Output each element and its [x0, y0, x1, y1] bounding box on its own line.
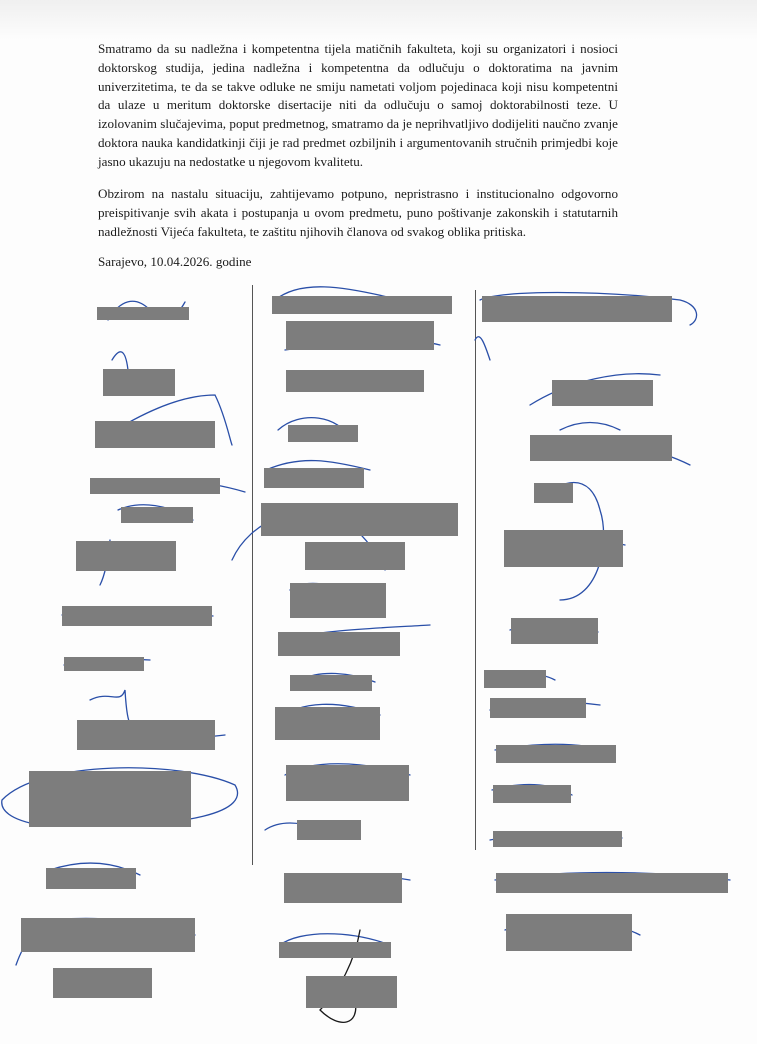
redacted-name	[261, 503, 458, 536]
redacted-name	[297, 820, 361, 840]
redacted-name	[264, 468, 364, 488]
redacted-name	[29, 771, 191, 827]
redacted-name	[286, 321, 434, 350]
redacted-name	[490, 698, 586, 718]
redacted-name	[484, 670, 546, 688]
redacted-name	[496, 745, 616, 763]
redacted-name	[306, 976, 397, 1008]
redacted-name	[496, 873, 728, 893]
redacted-name	[90, 478, 220, 494]
redacted-name	[493, 785, 571, 803]
redacted-name	[506, 914, 632, 951]
redacted-name	[278, 632, 400, 656]
redacted-name	[121, 507, 193, 523]
redacted-name	[288, 425, 358, 442]
redacted-name	[286, 765, 409, 801]
place-and-date: Sarajevo, 10.04.2026. godine	[98, 254, 252, 269]
redacted-name	[275, 707, 380, 740]
redacted-name	[305, 542, 405, 570]
redacted-name	[279, 942, 391, 958]
redacted-name	[53, 968, 152, 998]
redacted-name	[62, 606, 212, 626]
redacted-name	[482, 296, 672, 322]
redacted-name	[284, 873, 402, 903]
redacted-name	[97, 307, 189, 320]
redacted-name	[534, 483, 573, 503]
redacted-name	[103, 369, 175, 396]
redacted-name	[511, 618, 598, 644]
paragraph-demand: Obzirom na nastalu situaciju, zahtijevamo potpuno, nepristrasno i institucionalno odgovorno preispitivanje svih akata i postupanja u ovom predmetu, puno poštivanje zakonskih i statutarnih nadležnosti Vijeća fakulteta, te zaštitu njihovih članova od svakog oblika pritiska.	[98, 186, 618, 239]
paragraph-statement: Smatramo da su nadležna i kompetentna tijela matičnih fakulteta, koji su organizatori i nosioci doktorskog studija, jedina nadležna i kompetentna da odlučuju o doktoratima na javnim univerzitetima, te da se takve odluke ne smiju nametati voljom pojedinaca koji nisu kompetentni da ulaze u meritum doktorske disertacije niti da odlučuju o samoj doktorabilnosti teze. U izolovanim slučajevima, poput predmetnog, smatramo da je neprihvatljivo dodijeliti naučno zvanje doktora nauka kandidatkinji čiji je rad predmet ozbiljnih i argumentovanih stručnih primjedbi koje jasno ukazuju na nedostatke u njegovom kvalitetu.	[98, 41, 618, 169]
redacted-name	[286, 370, 424, 392]
redacted-name	[46, 868, 136, 889]
redacted-name	[95, 421, 215, 448]
redacted-name	[530, 435, 672, 461]
redacted-name	[290, 583, 386, 618]
redacted-name	[493, 831, 622, 847]
redacted-name	[290, 675, 372, 691]
redacted-name	[64, 657, 144, 671]
redacted-name	[21, 918, 195, 952]
redacted-name	[272, 296, 452, 314]
redacted-name	[504, 530, 623, 567]
redacted-name	[76, 541, 176, 571]
redacted-name	[552, 380, 653, 406]
redacted-name	[77, 720, 215, 750]
